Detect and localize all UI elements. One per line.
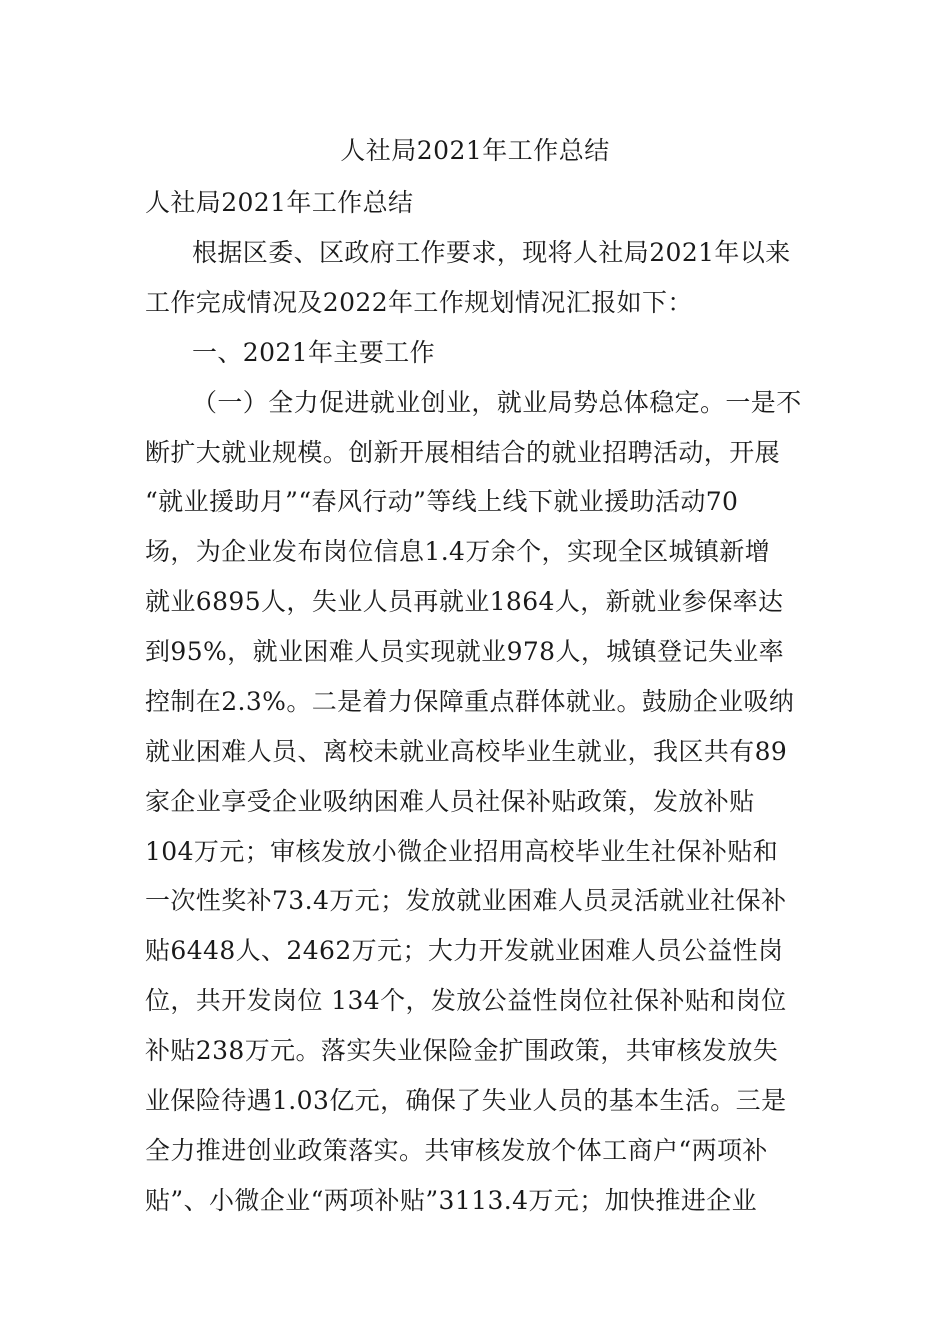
- text-line: 就业6895人，失业人员再就业1864人，新就业参保率达: [145, 587, 784, 616]
- document-subtitle: 人社局2021年工作总结: [145, 188, 414, 217]
- text-line: 贴”、小微企业“两项补贴”3113.4万元；加快推进企业: [145, 1186, 758, 1215]
- text-line: （一）全力促进就业创业，就业局势总体稳定。一是不: [192, 388, 802, 417]
- text-line: “就业援助月”“春风行动”等线上线下就业援助活动70: [145, 487, 739, 516]
- text-line: 补贴238万元。落实失业保险金扩围政策，共审核发放失: [145, 1036, 779, 1065]
- text-line: 一次性奖补73.4万元；发放就业困难人员灵活就业社保补: [145, 886, 787, 915]
- section-heading: 一、2021年主要工作: [192, 338, 436, 367]
- text-line: 位，共开发岗位 134个，发放公益性岗位社保补贴和岗位: [145, 986, 787, 1015]
- text-line: 就业困难人员、离校未就业高校毕业生就业，我区共有89: [145, 737, 788, 766]
- text-line: 业保险待遇1.03亿元，确保了失业人员的基本生活。三是: [145, 1086, 787, 1115]
- text-line: 工作完成情况及2022年工作规划情况汇报如下：: [145, 288, 693, 317]
- text-line: 断扩大就业规模。创新开展相结合的就业招聘活动，开展: [145, 438, 781, 467]
- text-line: 场，为企业发布岗位信息1.4万余个，实现全区城镇新增: [145, 537, 771, 566]
- text-line: 根据区委、区政府工作要求，现将人社局2021年以来: [192, 238, 791, 267]
- document-title: 人社局2021年工作总结: [340, 136, 610, 165]
- text-line: 家企业享受企业吸纳困难人员社保补贴政策，发放补贴: [145, 787, 755, 816]
- text-line: 贴6448人、2462万元；大力开发就业困难人员公益性岗: [145, 936, 784, 965]
- text-line: 全力推进创业政策落实。共审核发放个体工商户“两项补: [145, 1136, 768, 1165]
- text-line: 到95%，就业困难人员实现就业978人，城镇登记失业率: [145, 637, 785, 666]
- text-line: 控制在2.3%。二是着力保障重点群体就业。鼓励企业吸纳: [145, 687, 795, 716]
- text-line: 104万元；审核发放小微企业招用高校毕业生社保补贴和: [145, 837, 779, 866]
